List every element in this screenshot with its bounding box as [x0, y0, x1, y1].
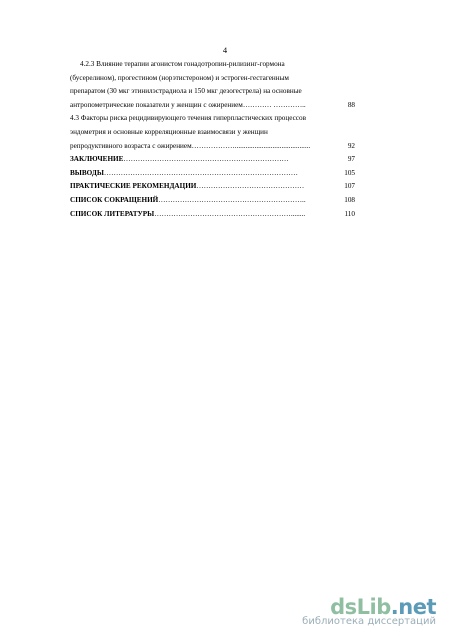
toc-entry-4-2-3[interactable] [70, 58, 355, 112]
logo-text-ds: dsLib [330, 595, 391, 619]
toc-heading: СПИСОК ЛИТЕРАТУРЫ [70, 209, 155, 218]
toc-page-number: 88 [347, 100, 355, 109]
toc-line: репродуктивного возраста с ожирением……………….......................................... [70, 141, 311, 150]
toc-line: (бусерелином), прогестином (норэтистероном) и эстроген-гестагенным [70, 73, 289, 82]
toc-heading: ЗАКЛЮЧЕНИЕ [70, 155, 124, 164]
toc-page-number: 108 [344, 195, 355, 204]
toc-leader-dots: …………………………………………………........ [154, 209, 306, 218]
toc-page-number: 107 [344, 182, 355, 191]
toc-line: антропометрические показатели у женщин с ожирением………… ………….. [70, 100, 306, 109]
toc-page-number: 97 [347, 155, 355, 164]
toc-entry-recommendations[interactable] [70, 180, 355, 194]
table-of-contents [70, 58, 355, 221]
toc-line: препаратом (30 мкг этинилэстрадиола и 150 мкг дезогестрела) на основные [70, 87, 302, 96]
toc-entry-references[interactable] [70, 208, 355, 222]
toc-page-number: 92 [347, 141, 355, 150]
toc-line: 4.2.3 Влияние терапии агонистом гонадотропин-рилизинг-гормона [80, 60, 285, 68]
toc-entry-4-3[interactable] [70, 112, 355, 153]
logo-text-net: .net [390, 595, 436, 619]
toc-line: эндометрия и основные корреляционные взаимосвязи у женщин [70, 127, 268, 136]
toc-heading: СПИСОК СОКРАЩЕНИЙ [70, 195, 159, 204]
toc-page-number: 110 [344, 209, 355, 218]
toc-line: 4.3 Факторы риска рецидивирующего течения гиперпластических процессов [70, 114, 306, 123]
toc-heading: ВЫВОДЫ [70, 168, 104, 177]
toc-leader-dots: ……………………………………… [196, 182, 305, 191]
toc-entry-conclusion[interactable] [70, 153, 355, 167]
toc-leader-dots: …………………………………………………………… [123, 155, 289, 164]
toc-heading: ПРАКТИЧЕСКИЕ РЕКОМЕНДАЦИИ [70, 182, 197, 191]
toc-page-number: 105 [344, 168, 355, 177]
toc-leader-dots: ……………………………………………………………………… [103, 168, 298, 177]
watermark-subtitle: библиотека диссертаций [302, 616, 436, 627]
toc-entry-abbreviations[interactable] [70, 194, 355, 208]
toc-entry-findings[interactable] [70, 167, 355, 181]
page-number: 4 [222, 45, 228, 55]
dslib-watermark[interactable] [302, 595, 436, 627]
toc-leader-dots: …………………………………………………….. [158, 195, 306, 204]
